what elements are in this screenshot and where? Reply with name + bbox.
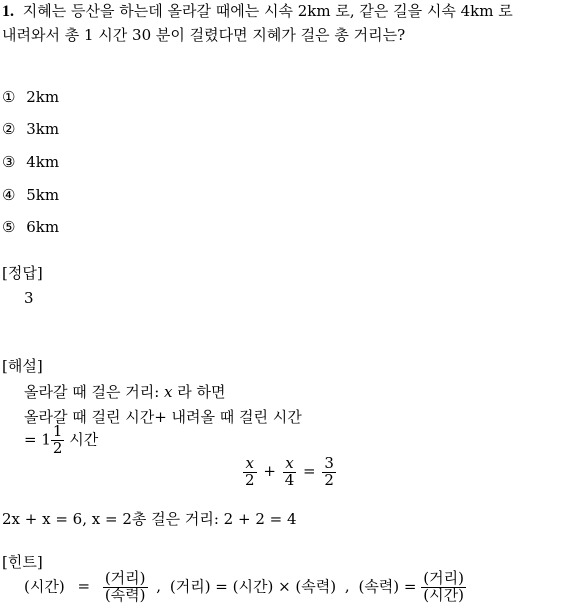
hint-distance-formula: (거리) = (시간) × (속력)	[169, 577, 337, 596]
fraction-denominator: 2	[245, 470, 255, 489]
hint-fraction-distance-over-speed	[103, 571, 148, 604]
choice-text: 3km	[26, 120, 60, 138]
explanation-line-2: 올라갈 때 걸린 시간+ 내려올 때 걸린 시간	[24, 408, 302, 426]
explanation-line-5: 2x + x = 6, x = 2총 걸은 거리: 2 + 2 = 4	[2, 510, 297, 528]
explanation-label: [해설]	[2, 357, 43, 375]
choice-marker: ①	[2, 88, 16, 106]
explanation-line-1	[24, 381, 226, 402]
choice-text: 2km	[26, 88, 60, 106]
choice-marker: ④	[2, 186, 16, 204]
fraction-numerator: x	[243, 456, 257, 473]
question-number: 1.	[2, 3, 14, 20]
question-text-2: 내려와서 총 1 시간 30 분이 걸렸다면 지혜가 걸은 총 거리는?	[2, 26, 406, 44]
choice-text: 5km	[26, 186, 60, 204]
hint-label: [힌트]	[2, 553, 43, 571]
fraction-denominator: (속력)	[104, 585, 146, 604]
question-text-1: 지혜는 등산을 하는데 올라갈 때에는 시속 2km 로, 같은 길을 시속 4km 로	[22, 2, 513, 20]
equals-sign: =	[77, 577, 91, 596]
time-unit: 시간	[64, 430, 99, 449]
choice-3[interactable]	[2, 153, 59, 171]
choice-text: 4km	[26, 153, 60, 171]
choice-5[interactable]	[2, 218, 59, 236]
choice-text: 6km	[26, 218, 60, 236]
fraction-half	[51, 424, 65, 457]
fraction-3-over-2	[322, 456, 336, 489]
choice-4[interactable]	[2, 186, 59, 204]
fraction-x-over-2	[243, 456, 257, 489]
choice-1[interactable]	[2, 88, 59, 106]
choice-marker: ③	[2, 153, 16, 171]
question-line-1	[2, 0, 513, 21]
plus-sign: +	[263, 462, 276, 481]
choice-marker: ②	[2, 120, 16, 138]
explanation-text: 라 하면	[172, 383, 226, 401]
separator: ,	[344, 577, 350, 596]
answer-value: 3	[24, 289, 34, 307]
fraction-numerator: (거리)	[423, 569, 464, 587]
fraction-numerator: 1	[52, 422, 63, 440]
hint-time: (시간)	[24, 577, 65, 596]
separator: ,	[156, 577, 162, 596]
choice-marker: ⑤	[2, 218, 16, 236]
answer-label: [정답]	[2, 264, 43, 282]
fraction-numerator: 3	[324, 454, 334, 472]
fraction-denominator: 2	[324, 470, 334, 489]
fraction-x-over-4	[283, 456, 297, 489]
mixed-number-prefix: = 1	[24, 430, 51, 449]
fraction-numerator: (거리)	[104, 569, 146, 587]
explanation-line-3	[24, 424, 98, 457]
explanation-text: 올라갈 때 걸은 거리:	[24, 383, 165, 401]
equation	[243, 456, 336, 489]
hint-fraction-distance-over-time	[421, 571, 466, 604]
variable-x: x	[164, 383, 173, 401]
fraction-denominator: (시간)	[423, 585, 464, 604]
equals-sign: =	[303, 462, 316, 481]
hint-formula	[24, 571, 466, 604]
fraction-denominator: 2	[52, 438, 63, 457]
choice-2[interactable]	[2, 120, 59, 138]
fraction-denominator: 4	[284, 470, 295, 489]
fraction-numerator: x	[283, 456, 297, 473]
hint-speed: (속력) =	[358, 577, 417, 596]
